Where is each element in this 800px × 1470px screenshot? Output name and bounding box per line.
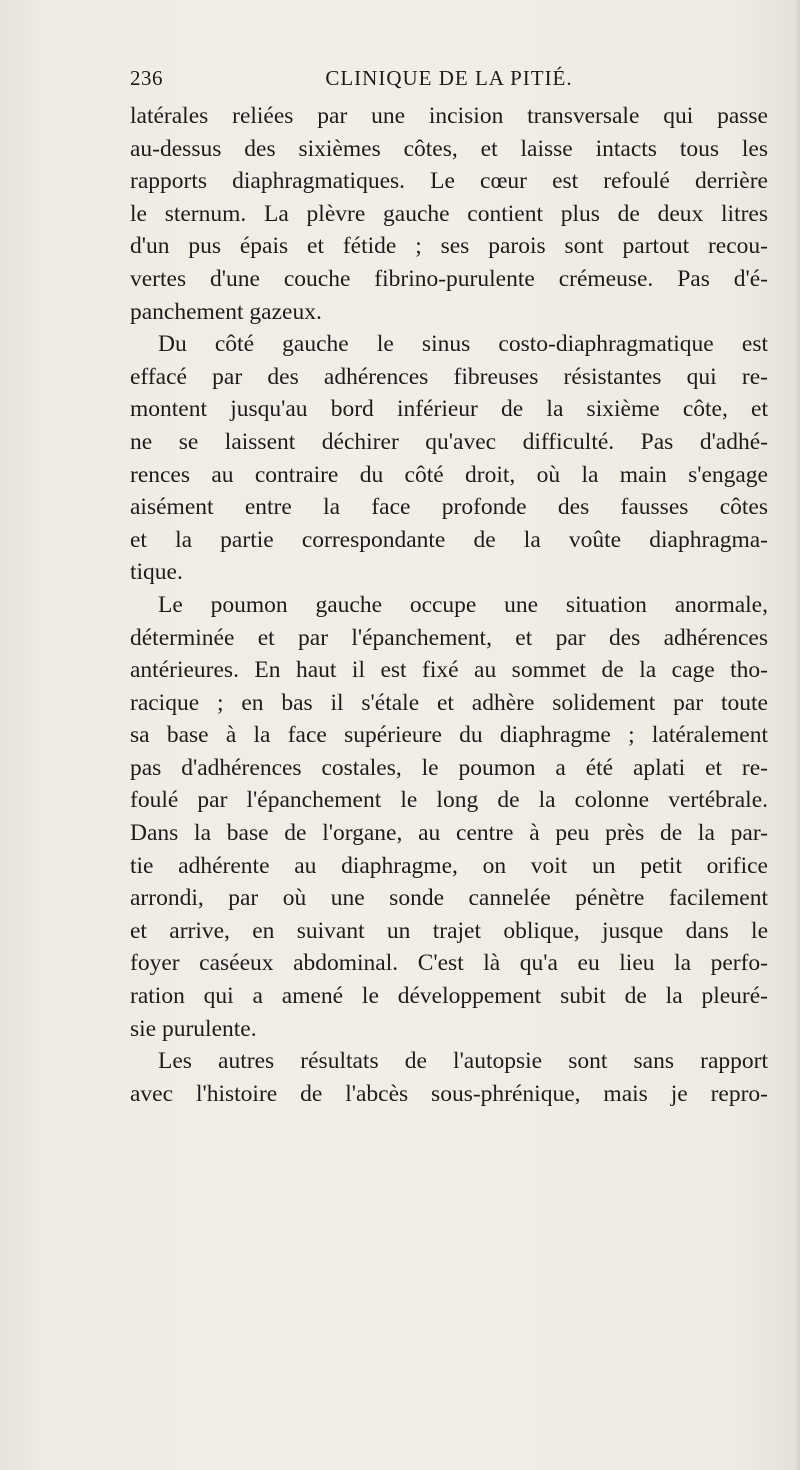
text-line: Du côté gauche le sinus costo-diaphragmatique est [158, 331, 768, 358]
text-line: ne se laissent déchirer qu'avec difficulté. Pas d'adhé- [130, 428, 768, 455]
text-line: sie purulente. [130, 1015, 257, 1042]
text-line: tie adhérente au diaphragme, on voit un petit orifice [130, 852, 768, 879]
running-title: CLINIQUE DE LA PITIÉ. [325, 66, 573, 90]
text-line: arrondi, par où une sonde cannelée pénètre facilement [130, 885, 768, 912]
text-line: panchement gazeux. [130, 298, 322, 325]
text-line: latérales reliées par une incision transversale qui passe [130, 103, 768, 129]
text-line: antérieures. En haut il est fixé au sommet de la cage tho- [130, 657, 768, 684]
text-line: pas d'adhérences costales, le poumon a été aplati et re- [130, 754, 768, 781]
text-line: aisément entre la face profonde des fausses côtes [130, 494, 768, 521]
text-line: vertes d'une couche fibrino-purulente crémeuse. Pas d'é- [130, 265, 768, 292]
running-header [130, 64, 768, 92]
text-line: tique. [130, 559, 183, 586]
text-line: d'un pus épais et fétide ; ses parois sont partout recou- [130, 233, 768, 260]
text-line: rapports diaphragmatiques. Le cœur est refoulé derrière [130, 168, 768, 195]
text-line: rences au contraire du côté droit, où la main s'engage [130, 461, 768, 488]
text-line: racique ; en bas il s'étale et adhère solidement par toute [130, 689, 768, 716]
text-line: ration qui a amené le développement subit de la pleuré- [130, 983, 768, 1010]
text-line: Le poumon gauche occupe une situation anormale, [158, 591, 768, 618]
text-line: avec l'histoire de l'abcès sous-phrénique, mais je repro- [130, 1080, 768, 1107]
text-line: foulé par l'épanchement le long de la colonne vertébrale. [130, 787, 768, 814]
text-line: effacé par des adhérences fibreuses résistantes qui re- [130, 363, 768, 390]
text-line: déterminée et par l'épanchement, et par des adhérences [130, 624, 768, 651]
text-line: au-dessus des sixièmes côtes, et laisse intacts tous les [130, 135, 768, 162]
text-line: foyer caséeux abdominal. C'est là qu'a eu lieu la perfo- [130, 950, 768, 977]
text-line: sa base à la face supérieure du diaphragme ; latéralement [130, 722, 768, 749]
text-line: Dans la base de l'organe, au centre à peu près de la par- [130, 820, 768, 847]
page-edge-shadow [794, 0, 800, 1470]
text-line: le sternum. La plèvre gauche contient plus de deux litres [130, 200, 768, 227]
text-line: Les autres résultats de l'autopsie sont sans rapport [158, 1048, 768, 1075]
page-number: 236 [130, 66, 163, 90]
text-line: montent jusqu'au bord inférieur de la sixième côte, et [130, 396, 768, 423]
body-text [130, 100, 768, 1110]
text-line: et arrive, en suivant un trajet oblique, jusque dans le [130, 917, 768, 944]
text-line: et la partie correspondante de la voûte diaphragma- [130, 526, 768, 553]
